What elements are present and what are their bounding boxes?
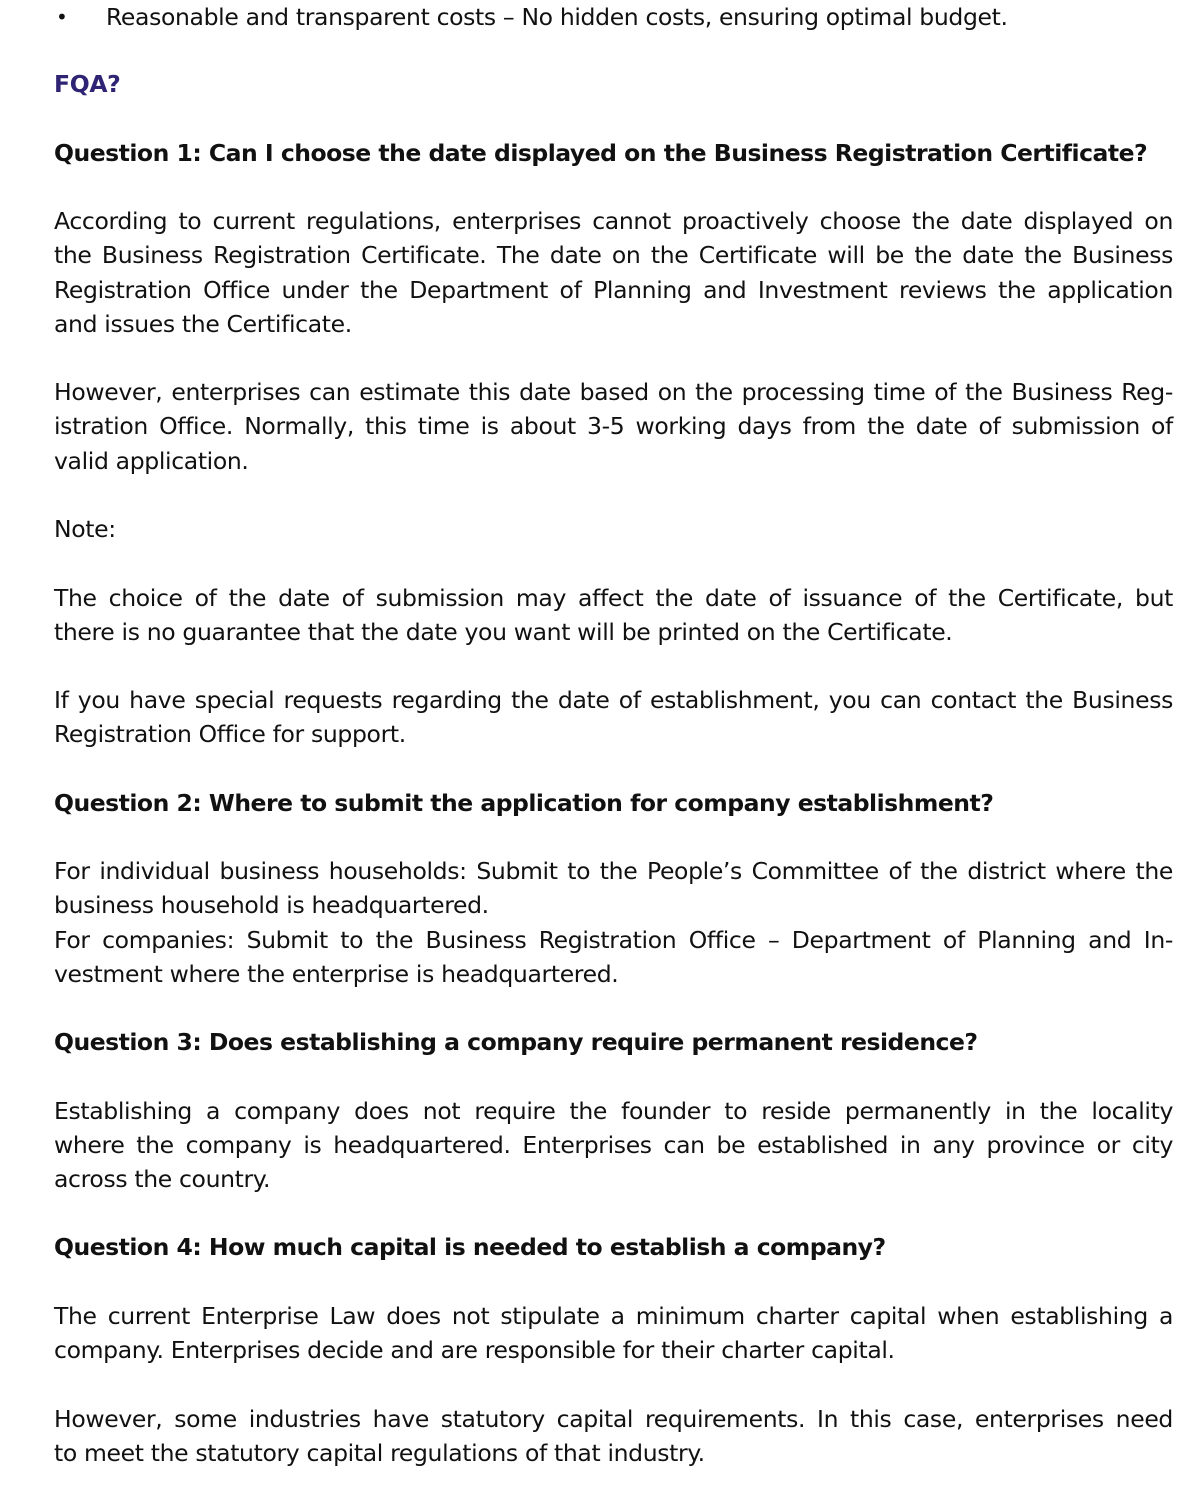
bullet-item: Reasonable and transparent costs – No hidden costs, ensuring optimal budget. bbox=[106, 3, 1008, 31]
paragraph-line: If you have special requests regarding the date of establishment, you can contact the Business bbox=[54, 686, 1173, 714]
section-heading: FQA? bbox=[54, 70, 121, 98]
paragraph-line: the Business Registration Certificate. The date on the Certificate will be the date the Business bbox=[54, 241, 1173, 269]
paragraph-line: For companies: Submit to the Business Registration Office – Department of Planning and In- bbox=[54, 926, 1173, 954]
paragraph-line: Registration Office for support. bbox=[54, 720, 406, 748]
note-label: Note: bbox=[54, 515, 116, 543]
question-4-title: Question 4: How much capital is needed to establish a company? bbox=[54, 1233, 886, 1261]
paragraph-line: business household is headquartered. bbox=[54, 891, 489, 919]
paragraph-line: vestment where the enterprise is headquartered. bbox=[54, 960, 619, 988]
paragraph-line: According to current regulations, enterprises cannot proactively choose the date displayed on bbox=[54, 207, 1173, 235]
paragraph-line: Registration Office under the Department of Planning and Investment reviews the application bbox=[54, 276, 1173, 304]
paragraph-line: where the company is headquartered. Enterprises can be established in any province or city bbox=[54, 1131, 1173, 1159]
paragraph-line: The choice of the date of submission may affect the date of issuance of the Certificate, but bbox=[54, 584, 1173, 612]
bullet-icon: • bbox=[56, 5, 68, 29]
paragraph-line: company. Enterprises decide and are responsible for their charter capital. bbox=[54, 1336, 895, 1364]
paragraph-line: to meet the statutory capital regulations of that industry. bbox=[54, 1439, 705, 1467]
paragraph-line: and issues the Certificate. bbox=[54, 310, 352, 338]
question-1-title: Question 1: Can I choose the date displayed on the Business Registration Certificate? bbox=[54, 139, 1148, 167]
paragraph-line: there is no guarantee that the date you want will be printed on the Certificate. bbox=[54, 618, 953, 646]
question-2-title: Question 2: Where to submit the application for company establishment? bbox=[54, 789, 994, 817]
paragraph-line: The current Enterprise Law does not stipulate a minimum charter capital when establishing a bbox=[54, 1302, 1173, 1330]
paragraph-line: Establishing a company does not require the founder to reside permanently in the locality bbox=[54, 1097, 1173, 1125]
paragraph-line: For individual business households: Submit to the People’s Committee of the district where the bbox=[54, 857, 1173, 885]
paragraph-line: istration Office. Normally, this time is about 3-5 working days from the date of submission of bbox=[54, 412, 1173, 440]
paragraph-line: valid application. bbox=[54, 447, 249, 475]
paragraph-line: However, some industries have statutory capital requirements. In this case, enterprises need bbox=[54, 1405, 1173, 1433]
paragraph-line: However, enterprises can estimate this date based on the processing time of the Business Reg- bbox=[54, 378, 1173, 406]
question-3-title: Question 3: Does establishing a company require permanent residence? bbox=[54, 1028, 978, 1056]
paragraph-line: across the country. bbox=[54, 1165, 271, 1193]
